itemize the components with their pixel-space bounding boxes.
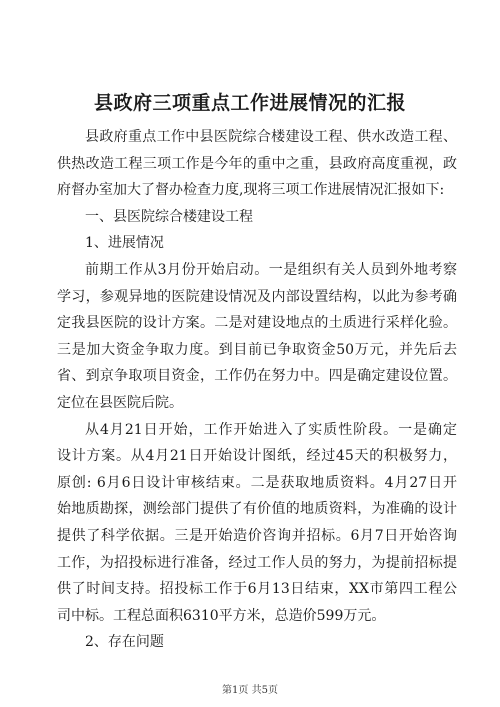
body-line: 供热改造工程三项工作是今年的重中之重，县政府高度重视，政 (57, 155, 457, 172)
subsection-heading: 2、存在问题 (85, 634, 164, 651)
body-line: 始地质勘探，测绘部门提供了有价值的地质资料，为准确的设计 (57, 501, 457, 518)
body-line: 提供了科学依据。三是开始造价咨询并招标。6月7日开始咨询 (57, 527, 457, 544)
subsection-heading: 1、进展情况 (85, 235, 164, 252)
body-line: 司中标。工程总面积6310平方米，总造价599万元。 (57, 607, 386, 624)
page-footer: 第1页 共5页 (222, 685, 278, 696)
body-line: 从4月21日开始，工作开始进入了实质性阶段。一是确定 (85, 421, 457, 438)
body-line: 定我县医院的设计方案。二是对建设地点的土质进行采样化验。 (57, 315, 457, 332)
body-line: 省、到京争取项目资金，工作仍在努力中。四是确定建设位置。 (57, 368, 457, 385)
body-line: 府督办室加大了督办检查力度,现将三项工作进展情况汇报如下: (57, 182, 445, 199)
body-line: 县政府重点工作中县医院综合楼建设工程、供水改造工程、 (85, 129, 457, 145)
body-line: 供了时间支持。招投标工作于6月13日结束，XX市第四工程公 (57, 581, 457, 598)
document-title: 县政府三项重点工作进展情况的汇报 (93, 92, 406, 114)
body-line: 原创: 6月6日设计审核结束。二是获取地质资料。4月27日开 (57, 474, 457, 491)
body-line: 三是加大资金争取力度。到目前已争取资金50万元，并先后去 (57, 341, 457, 358)
body-line: 工作，为招投标进行准备，经过工作人员的努力，为提前招标提 (57, 554, 457, 571)
section-heading: 一、县医院综合楼建设工程 (85, 208, 253, 225)
document-body (57, 124, 457, 656)
body-line: 定位在县医院后院。 (57, 394, 183, 411)
body-line: 学习，参观异地的医院建设情况及内部设置结构，以此为参考确 (57, 288, 457, 305)
body-line: 设计方案。从4月21日开始设计图纸，经过45天的积极努力， (57, 448, 457, 465)
body-line: 前期工作从3月份开始启动。一是组织有关人员到外地考察 (85, 261, 457, 278)
